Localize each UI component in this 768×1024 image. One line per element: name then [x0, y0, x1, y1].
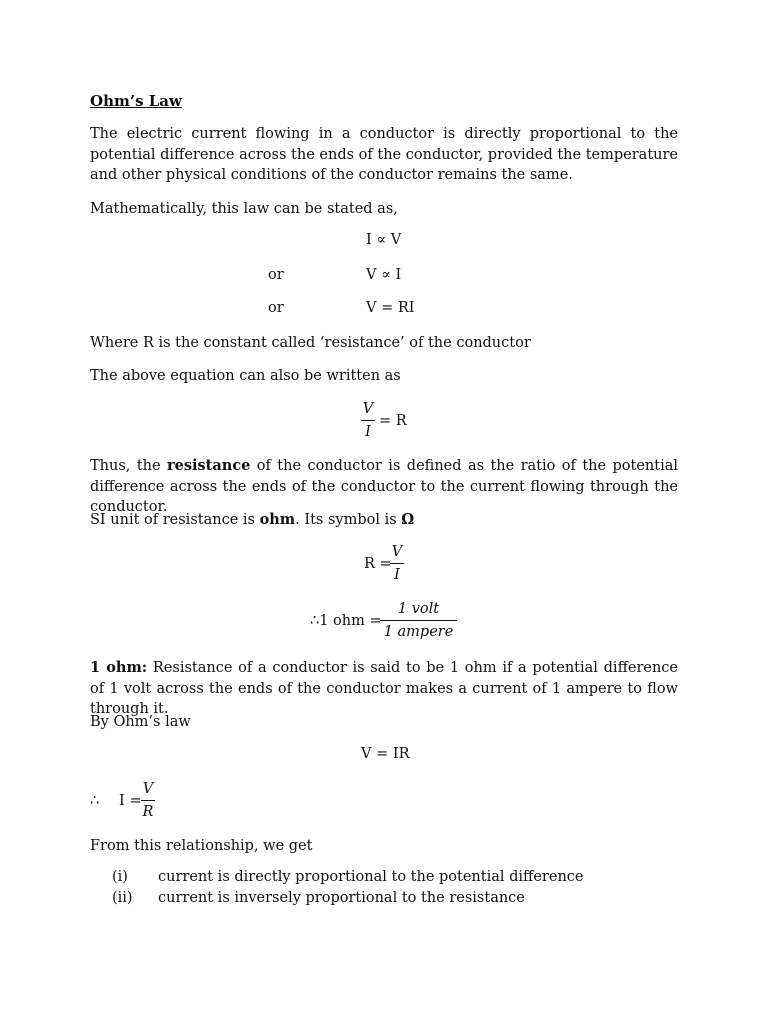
- fraction-bar: [390, 563, 404, 564]
- or-label-1: or: [268, 267, 284, 283]
- one-ohm-definition: [90, 658, 678, 720]
- i-equals: I =: [119, 793, 142, 809]
- one-ohm-text: Resistance of a conductor is said to be 1 ohm if a potential difference of 1 volt across the ends of the conductor makes a current of 1 ampere to flow through it.: [90, 660, 679, 717]
- equation-v-equals-ri: V = RI: [366, 300, 415, 316]
- si-unit-prefix: SI unit of resistance is: [90, 512, 260, 528]
- fraction-bar: [361, 420, 375, 421]
- list-item: [112, 890, 525, 906]
- fraction-denominator: 1 ampere: [383, 624, 454, 640]
- from-relationship-text: From this relationship, we get: [90, 838, 313, 854]
- intro-paragraph: The electric current flowing in a conductor is directly proportional to the potential difference across the ends of the conductor, provided the temperature and other physical conditions of the conductor remains the same.: [90, 126, 678, 183]
- fraction-bar: [380, 620, 457, 621]
- equation-i-prop-v: I ∝ V: [366, 232, 402, 248]
- thus-suffix: of the conductor is defined as the ratio of the potential difference across the ends of the conductor to the current flowing through the conductor.: [90, 458, 678, 515]
- si-unit-text: [90, 510, 678, 531]
- r-equals: R =: [364, 556, 392, 572]
- one-ohm-term: 1 ohm:: [90, 659, 148, 676]
- resistance-term: resistance: [166, 457, 251, 474]
- where-r-text: Where R is the constant called ‘resistance’ of the conductor: [90, 335, 531, 351]
- therefore-symbol: ∴: [90, 793, 100, 809]
- above-equation-text: The above equation can also be written as: [90, 368, 401, 384]
- equation-v-prop-i: V ∝ I: [366, 267, 402, 283]
- math-intro-text: Mathematically, this law can be stated as,: [90, 201, 398, 217]
- fraction-v-over-r: [141, 780, 155, 821]
- page-title: Ohm’s Law: [90, 92, 182, 110]
- fraction-v-over-i: [361, 400, 375, 441]
- fraction-v-over-i-2: [390, 543, 404, 584]
- fraction-numerator: 1 volt: [397, 601, 440, 617]
- or-label-2: or: [268, 300, 284, 316]
- fraction-denominator: I: [365, 424, 371, 440]
- fraction-numerator: V: [362, 401, 374, 417]
- ohm-term: ohm: [259, 511, 296, 528]
- by-ohms-law-text: By Ohm’s law: [90, 714, 191, 730]
- fraction-denominator: R: [142, 804, 154, 820]
- fraction-numerator: V: [391, 544, 403, 560]
- list-item: [112, 869, 583, 885]
- fraction-numerator: V: [142, 781, 154, 797]
- therefore-one-ohm: ∴1 ohm =: [310, 613, 382, 629]
- list-item-number: (i): [112, 869, 128, 885]
- equals-r: = R: [379, 413, 407, 429]
- fraction-denominator: I: [394, 567, 400, 583]
- thus-prefix: Thus, the: [90, 458, 167, 474]
- equation-v-equals-ir: V = IR: [361, 746, 410, 762]
- ohm-symbol: Ω: [401, 511, 415, 528]
- list-item-number: (ii): [112, 890, 133, 906]
- list-item-text: current is directly proportional to the potential difference: [158, 869, 584, 885]
- list-item-text: current is inversely proportional to the resistance: [158, 890, 525, 906]
- fraction-bar: [141, 800, 155, 801]
- si-unit-mid: . Its symbol is: [295, 512, 402, 528]
- fraction-volt-over-ampere: [380, 600, 457, 641]
- resistance-definition: [90, 456, 678, 518]
